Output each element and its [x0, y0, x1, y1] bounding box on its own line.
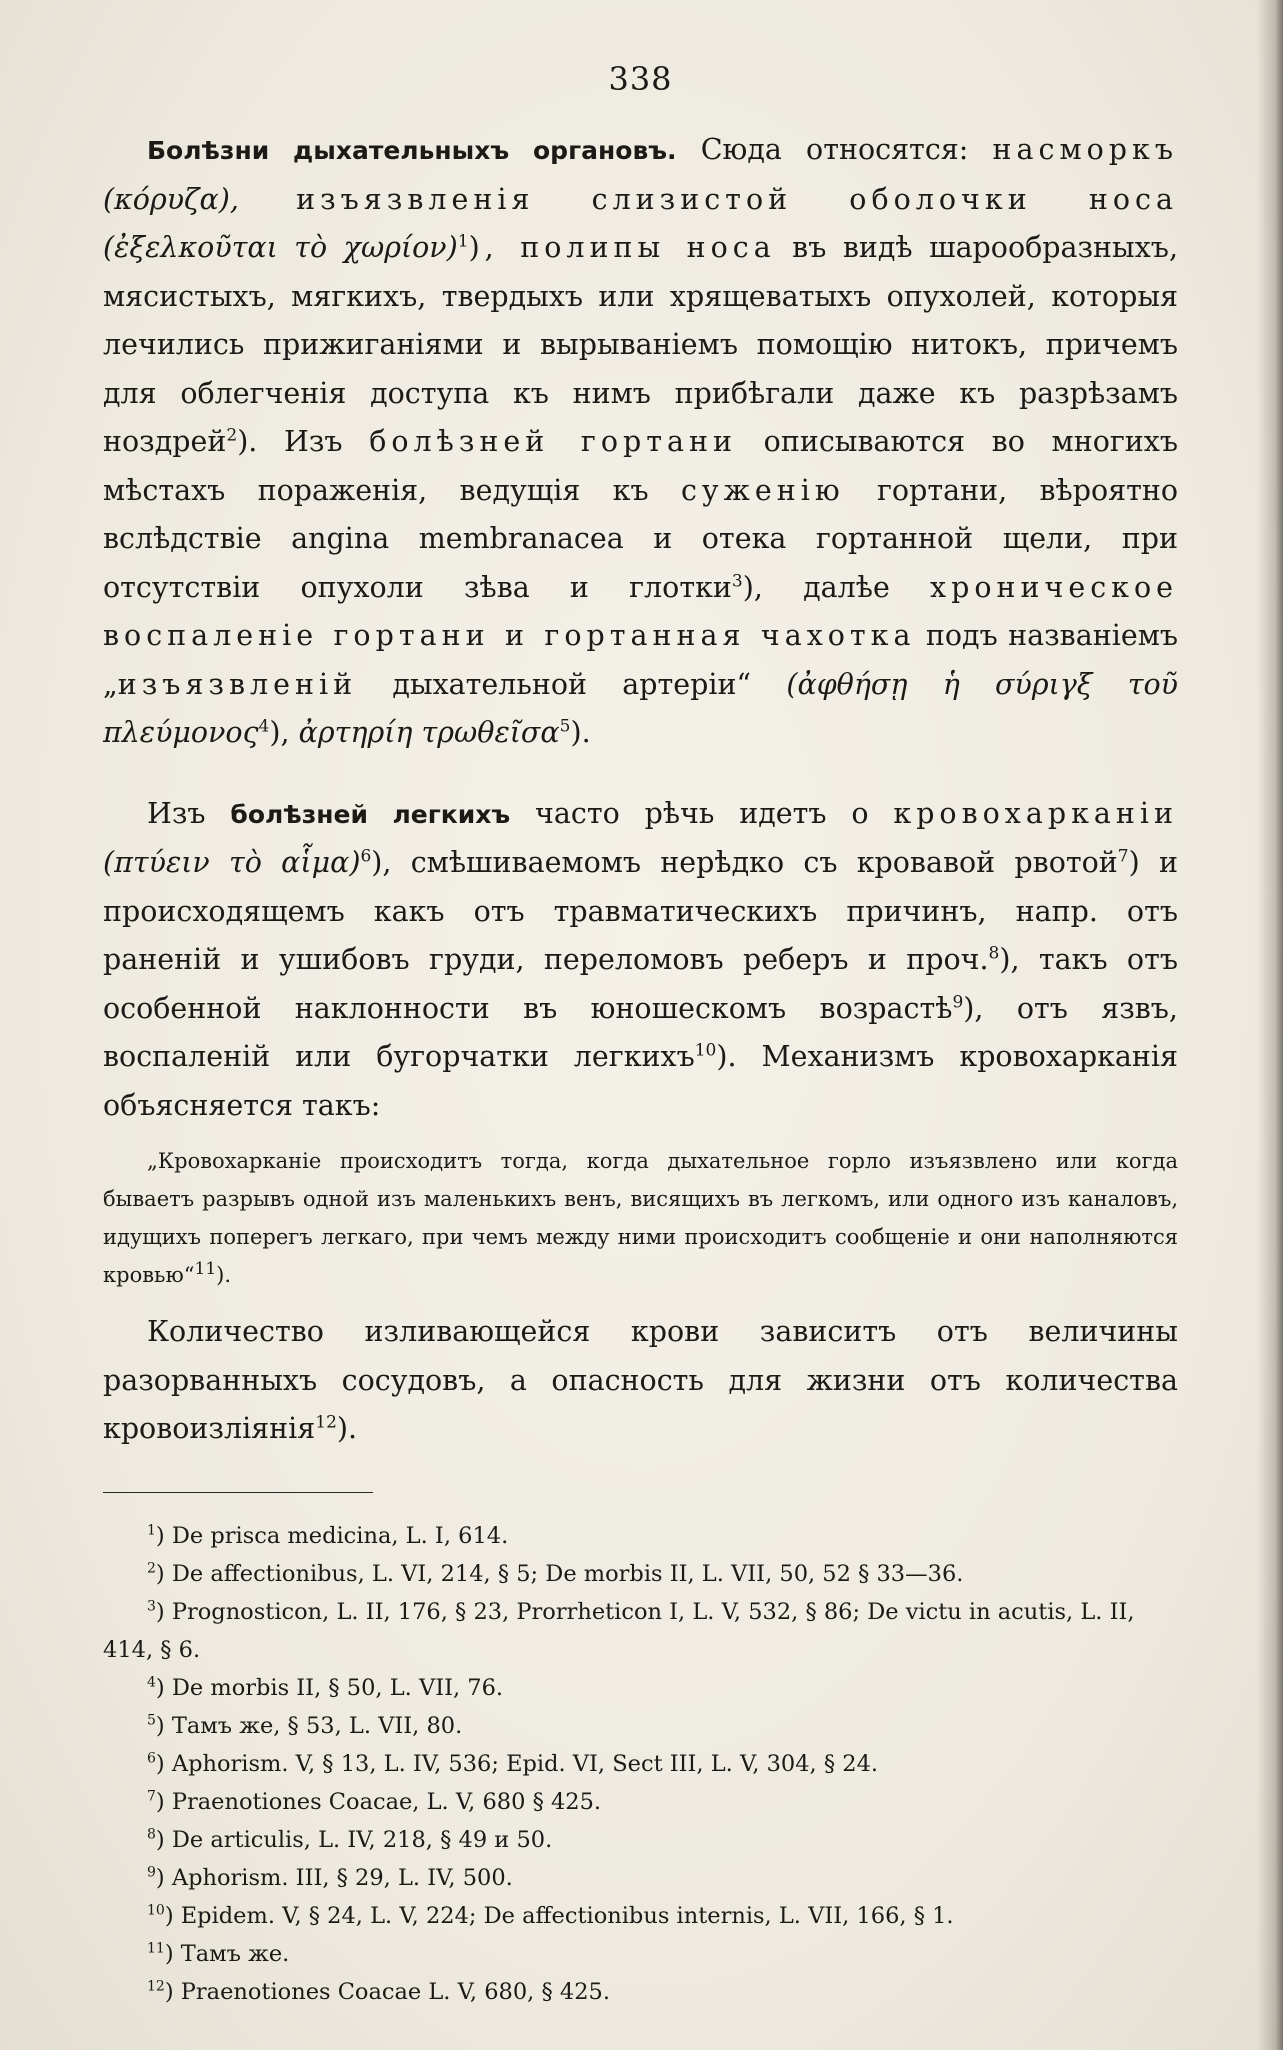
footnote-marker: 12	[147, 1978, 165, 1994]
text-run: ).	[216, 1263, 232, 1287]
footnote-marker: 9	[147, 1864, 156, 1880]
page-number: 338	[608, 60, 673, 98]
text-run: подъ названіемъ „	[103, 619, 1178, 701]
spaced-term: насморкъ	[992, 133, 1178, 166]
footnote-ref: 2	[226, 425, 238, 446]
text-run: ).	[336, 1412, 358, 1445]
greek-term: (κόρυζα),	[103, 182, 239, 216]
footnote-marker: 10	[147, 1902, 165, 1918]
footnote-ref: 1	[457, 231, 469, 252]
text-run: ) и происходящемъ какъ отъ травматическихъ причинъ, напр. отъ раненій и ушибовъ груди, переломовъ реберъ и проч.	[103, 846, 1178, 976]
text-run: ), отъ язвъ, воспаленій или бугорчатки легкихъ	[103, 991, 1178, 1073]
greek-term: (ἀφθήσῃ ἡ σύριγξ τοῦ πλεύμονος	[103, 667, 1178, 749]
footnote-marker: 1	[147, 1522, 156, 1538]
footnote-text: ) Prognosticon, L. II, 176, § 23, Prorrheticon I, L. V, 532, § 86; De victu in acutis, L. II, 414, § 6.	[103, 1598, 1135, 1663]
footnote-ref: 5	[559, 716, 571, 737]
footnote	[103, 1897, 1178, 1935]
paragraph-respiratory-diseases	[103, 126, 1178, 758]
section-heading-respiratory: Болѣзни дыхательныхъ органовъ.	[147, 136, 677, 165]
quote-text: „Кровохарканіе происходитъ тогда, когда дыхательное горло изъязвлено или когда бываетъ разрывъ одной изъ маленькихъ венъ, висящихъ въ легкомъ, или одного изъ каналовъ, идущихъ поперегъ легкаго, при чемъ между ними происходитъ сообщеніе и они наполняются кровью“	[103, 1149, 1178, 1287]
spaced-term: ), полипы носа	[468, 231, 776, 264]
spaced-term: изъязвленія слизистой оболочки носа	[238, 182, 1178, 216]
footnote	[103, 1821, 1178, 1859]
footnote-ref: 11	[194, 1259, 217, 1279]
text-block	[103, 60, 1178, 2011]
text-run: Изъ	[147, 796, 231, 830]
footnote-marker: 2	[147, 1560, 156, 1576]
footnote-ref: 12	[315, 1412, 337, 1433]
text-run: Количество изливающейся крови зависитъ отъ величины разорванныхъ сосудовъ, а опасность для жизни отъ количества кровоизліянія	[103, 1315, 1178, 1445]
footnote-text: ) Epidem. V, § 24, L. V, 224; De affectionibus internis, L. VII, 166, § 1.	[164, 1902, 954, 1929]
spaced-term: кровохарканіи	[893, 796, 1179, 830]
footnote-ref: 7	[1117, 846, 1129, 867]
text-run: ), такъ отъ особенной наклонности въ юношескомъ возрастѣ	[103, 943, 1178, 1025]
greek-term: ἀρτηρίη τρωθεῖσα	[298, 716, 560, 749]
section-heading-lungs: болѣзней легкихъ	[230, 799, 511, 829]
page-edge-shadow	[1257, 0, 1283, 2050]
paragraph-lung-diseases	[103, 790, 1178, 1131]
text-run: въ видѣ шарообразныхъ, мясистыхъ, мягкихъ, твердыхъ или хрящеватыхъ опухолей, которыя лечились прижиганіями и вырываніемъ помощію нитокъ, причемъ для облегченія доступа къ нимъ прибѣгали даже къ разрѣзамъ ноздрей	[103, 231, 1178, 458]
footnote-ref: 10	[694, 1040, 717, 1061]
footnote-ref: 9	[952, 992, 964, 1012]
footnote	[103, 1745, 1178, 1783]
footnote-ref: 6	[360, 846, 372, 867]
text-run: ), далѣе	[742, 570, 931, 604]
footnote	[103, 1669, 1178, 1707]
footnote-marker: 11	[147, 1940, 165, 1956]
footnote-marker: 7	[147, 1788, 156, 1804]
footnotes	[103, 1517, 1178, 2011]
footnote	[103, 1859, 1178, 1897]
footnote-text: ) Aphorism. V, § 13, L. IV, 536; Epid. VI, Sect III, L. V, 304, § 24.	[155, 1750, 879, 1777]
spaced-term: хроническое воспаленіе гортани и гортанная чахотка	[103, 570, 1178, 652]
footnote-ref: 4	[258, 716, 270, 737]
footnote-text: ) Aphorism. III, § 29, L. IV, 500.	[155, 1864, 513, 1891]
footnote-ref: 8	[988, 943, 1000, 964]
spaced-term: болѣзней гортани	[369, 425, 737, 458]
footnote-text: ) Praenotiones Coacae, L. V, 680 § 425.	[155, 1788, 602, 1815]
footnote	[103, 1593, 1178, 1669]
footnote-text: ) Praenotiones Coacae L. V, 680, § 425.	[164, 1978, 610, 2005]
footnote-separator	[103, 1492, 373, 1493]
footnote	[103, 1517, 1178, 1555]
text-run: ). Механизмъ кровохарканія объясняется такъ:	[103, 1040, 1178, 1122]
footnote	[103, 1973, 1178, 2011]
footnote-marker: 4	[147, 1674, 156, 1690]
footnote-text: ) Тамъ же, § 53, L. VII, 80.	[155, 1712, 463, 1739]
paragraph-blood-quantity	[103, 1308, 1178, 1454]
footnote-text: ) De articulis, L. IV, 218, § 49 и 50.	[155, 1826, 553, 1853]
greek-term: (ἐξελκοῦται τὸ χωρίον)	[103, 231, 458, 264]
spaced-term: изъязвленій	[117, 667, 358, 701]
footnote-marker: 6	[147, 1750, 156, 1766]
footnote-text: ) De affectionibus, L. VI, 214, § 5; De morbis II, L. VII, 50, 52 § 33—36.	[155, 1560, 964, 1587]
text-run: гортани, вѣроятно вслѣдствіе angina membranacea и отека гортанной щели, при отсутствіи опухоли зѣва и глотки	[103, 473, 1178, 604]
footnote-text: ) De morbis II, § 50, L. VII, 76.	[155, 1674, 504, 1701]
text-run: ). Изъ	[237, 425, 370, 458]
footnote-marker: 8	[147, 1826, 156, 1842]
block-quote	[103, 1142, 1178, 1294]
text-run: ).	[570, 716, 591, 749]
greek-term: (πτύειν τὸ αἷμα)	[103, 846, 361, 879]
text-run: ), смѣшиваемомъ нерѣдко съ кровавой рвотой	[371, 846, 1118, 879]
footnote-marker: 3	[147, 1598, 156, 1614]
text-run: дыхательной артеріи“	[357, 667, 752, 701]
footnote-text: ) De prisca medicina, L. I, 614.	[155, 1522, 509, 1549]
footnote	[103, 1783, 1178, 1821]
text-run: Сюда относятся:	[676, 133, 993, 166]
footnote	[103, 1935, 1178, 1973]
footnote-text: ) Тамъ же.	[164, 1940, 290, 1967]
text-run: часто рѣчь идетъ о	[510, 796, 894, 830]
footnote	[103, 1555, 1178, 1593]
spaced-term: суженію	[680, 473, 845, 507]
text-run: ),	[269, 716, 299, 749]
footnote-ref: 3	[731, 571, 743, 591]
footnote-marker: 5	[147, 1712, 156, 1728]
text-run: описываются во многихъ мѣстахъ пораженія, ведущія къ	[103, 425, 1179, 507]
footnote	[103, 1707, 1178, 1745]
